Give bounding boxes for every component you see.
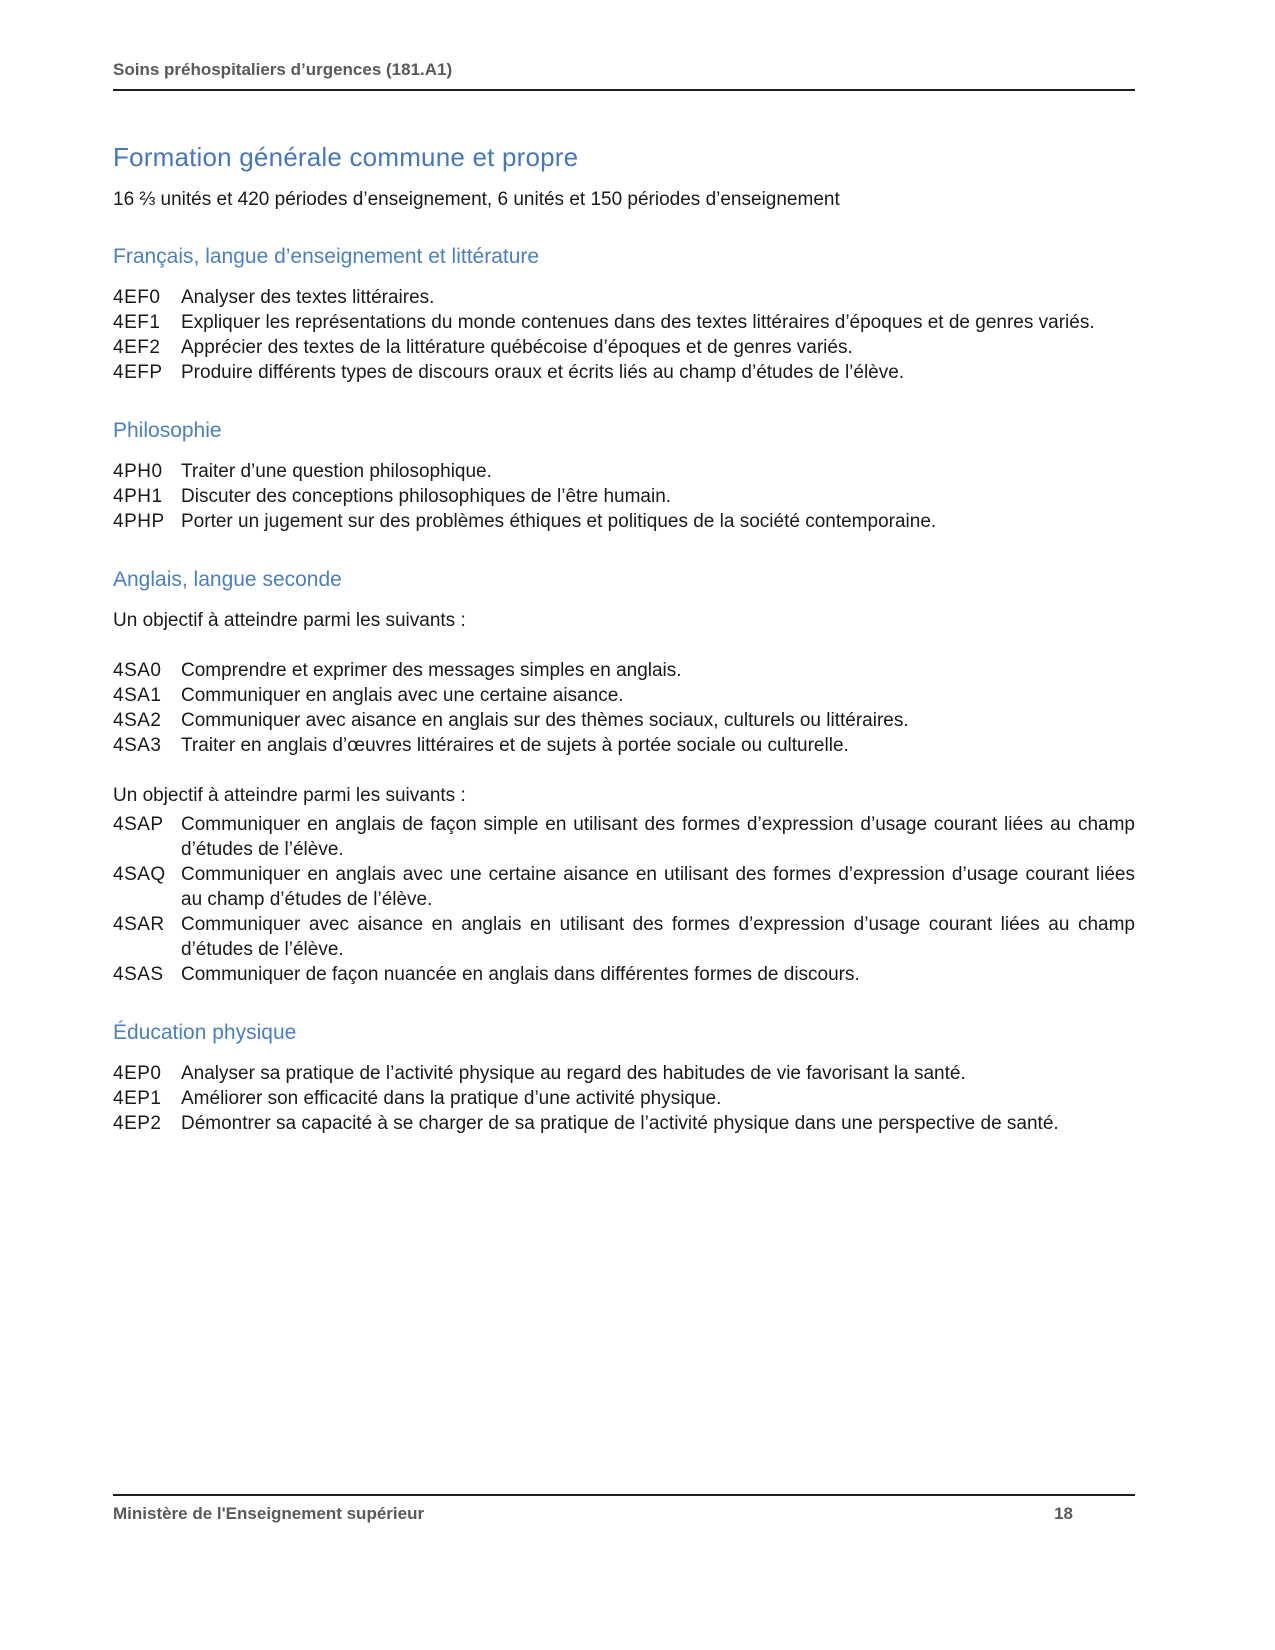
course-description: Communiquer en anglais avec une certaine aisance. <box>181 685 624 706</box>
course-list <box>113 459 1135 534</box>
section-heading: Philosophie <box>113 419 222 442</box>
course-row <box>113 459 1135 484</box>
course-description: Comprendre et exprimer des messages simples en anglais. <box>181 660 682 681</box>
course-code: 4EP2 <box>113 1113 162 1134</box>
course-code: 4PHP <box>113 511 165 532</box>
header-title: Soins préhospitaliers d’urgences (181.A1) <box>113 60 453 79</box>
course-description: Améliorer son efficacité dans la pratique d’une activité physique. <box>181 1088 722 1109</box>
page-number: 18 <box>1054 1504 1073 1523</box>
course-row <box>113 812 1135 862</box>
course-description: Communiquer avec aisance en anglais en utilisant des formes d’expression d’usage courant liées au champ d’études de l’élève. <box>181 914 1135 960</box>
course-description: Discuter des conceptions philosophiques de l’être humain. <box>181 486 672 507</box>
course-row <box>113 862 1135 912</box>
course-code: 4SAR <box>113 914 165 935</box>
page-title: Formation générale commune et propre <box>113 142 579 172</box>
section-heading: Anglais, langue seconde <box>113 568 342 591</box>
course-code: 4EF0 <box>113 287 161 308</box>
course-code: 4SAS <box>113 964 164 985</box>
course-description: Traiter en anglais d’œuvres littéraires et de sujets à portée sociale ou culturelle. <box>181 735 849 756</box>
page-header <box>113 60 1135 91</box>
section-heading: Français, langue d’enseignement et littérature <box>113 245 540 268</box>
sections-container <box>113 245 1135 1136</box>
course-code: 4PH0 <box>113 461 163 482</box>
course-description: Communiquer avec aisance en anglais sur des thèmes sociaux, culturels ou littéraires. <box>181 710 909 731</box>
course-description: Produire différents types de discours oraux et écrits liés au champ d’études de l’élève. <box>181 362 905 383</box>
course-code: 4EF1 <box>113 312 161 333</box>
course-row <box>113 285 1135 310</box>
course-row <box>113 335 1135 360</box>
course-description: Analyser des textes littéraires. <box>181 287 435 308</box>
course-description: Communiquer en anglais avec une certaine aisance en utilisant des formes d’expression d’usage courant liées au champ d’études de l’élève. <box>181 864 1135 910</box>
course-code: 4EF2 <box>113 337 161 358</box>
paragraph: Un objectif à atteindre parmi les suivants : <box>113 610 466 631</box>
footer-ministry-label: Ministère de l'Enseignement supérieur <box>113 1504 425 1523</box>
section <box>113 1021 1135 1136</box>
course-code: 4EFP <box>113 362 163 383</box>
course-row <box>113 509 1135 534</box>
course-row <box>113 1086 1135 1111</box>
course-row <box>113 360 1135 385</box>
course-description: Apprécier des textes de la littérature québécoise d’époques et de genres variés. <box>181 337 853 358</box>
section <box>113 419 1135 534</box>
course-code: 4EP0 <box>113 1063 162 1084</box>
intro-text: 16 ⅔ unités et 420 périodes d’enseignement, 6 unités et 150 périodes d’enseignement <box>113 189 840 210</box>
course-row <box>113 1061 1135 1086</box>
section <box>113 245 1135 385</box>
page-content <box>113 128 1135 1136</box>
course-description: Communiquer en anglais de façon simple en utilisant des formes d’expression d’usage courant liées au champ d’études de l’élève. <box>181 814 1135 860</box>
course-code: 4SAP <box>113 814 164 835</box>
course-description: Communiquer de façon nuancée en anglais dans différentes formes de discours. <box>181 964 860 985</box>
section <box>113 568 1135 987</box>
page-footer <box>113 1494 1135 1524</box>
course-code: 4SA2 <box>113 710 162 731</box>
course-list <box>113 658 1135 758</box>
course-description: Porter un jugement sur des problèmes éthiques et politiques de la société contemporaine. <box>181 511 937 532</box>
course-list <box>113 285 1135 385</box>
course-code: 4PH1 <box>113 486 163 507</box>
course-row <box>113 310 1135 335</box>
paragraph: Un objectif à atteindre parmi les suivants : <box>113 785 466 806</box>
course-row <box>113 484 1135 509</box>
course-code: 4EP1 <box>113 1088 162 1109</box>
course-row <box>113 1111 1135 1136</box>
course-description: Analyser sa pratique de l’activité physique au regard des habitudes de vie favorisant la santé. <box>181 1063 966 1084</box>
course-row <box>113 658 1135 683</box>
course-code: 4SA1 <box>113 685 162 706</box>
course-list <box>113 1061 1135 1136</box>
course-description: Démontrer sa capacité à se charger de sa pratique de l’activité physique dans une perspective de santé. <box>181 1113 1059 1134</box>
course-row <box>113 962 1135 987</box>
course-row <box>113 683 1135 708</box>
section-heading: Éducation physique <box>113 1021 297 1044</box>
course-code: 4SA0 <box>113 660 162 681</box>
course-description: Expliquer les représentations du monde contenues dans des textes littéraires d’époques et de genres variés. <box>181 312 1095 333</box>
course-code: 4SAQ <box>113 864 166 885</box>
course-row <box>113 733 1135 758</box>
course-code: 4SA3 <box>113 735 162 756</box>
course-description: Traiter d’une question philosophique. <box>181 461 492 482</box>
course-list <box>113 812 1135 987</box>
course-row <box>113 912 1135 962</box>
course-row <box>113 708 1135 733</box>
